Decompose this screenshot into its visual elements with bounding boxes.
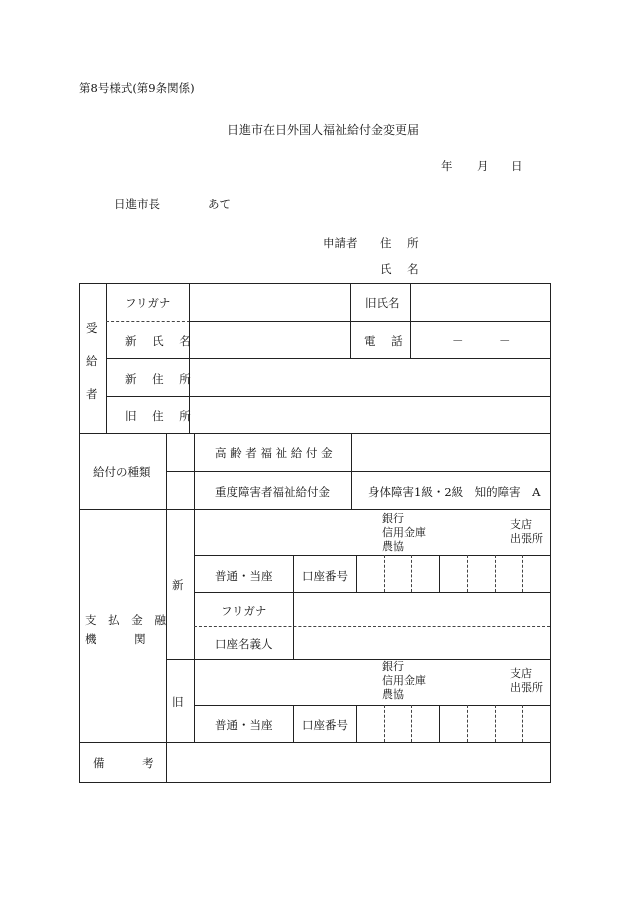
disabled-benefit-label: 重度障害者福祉給付金 (215, 485, 330, 499)
addressee-mayor: 日進市長 (114, 197, 160, 211)
old-bank-types (382, 660, 426, 702)
form-number: 第8号様式(第9条関係) (79, 81, 195, 95)
old-branch-types (510, 667, 543, 695)
old-account-number-field[interactable] (357, 706, 550, 742)
furigana-label: フリガナ (125, 296, 171, 310)
new-name-field[interactable] (190, 322, 350, 358)
old-address-label: 旧 住 所 (125, 409, 197, 423)
old-name-field[interactable] (411, 284, 550, 321)
benefit-type-label: 給付の種類 (93, 465, 151, 479)
disabled-condition: 身体障害1級・2級 知的障害 A (368, 485, 541, 499)
phone-separator-2: － (499, 334, 511, 348)
new-branch-types (510, 518, 543, 546)
recipient-section-label-2: 給 (86, 354, 98, 368)
applicant-name-label: 氏 名 (380, 262, 425, 276)
recipient-section-label-3: 者 (86, 387, 98, 401)
old-name-label: 旧氏名 (365, 296, 400, 310)
new-bank-types (382, 512, 426, 554)
phone-field[interactable] (411, 322, 550, 358)
new-name-label: 新 氏 名 (125, 334, 197, 348)
branch-type-branch: 支店 (510, 667, 532, 680)
date-month-label: 月 (477, 159, 489, 173)
new-furigana-label: フリガナ (221, 604, 267, 618)
new-account-number-label: 口座番号 (302, 569, 348, 583)
new-account-holder-field[interactable] (294, 627, 550, 659)
branch-type-branch: 支店 (510, 518, 532, 531)
grid-line (293, 705, 294, 743)
bank-type-bank: 銀行 (382, 660, 404, 673)
grid-line (166, 471, 551, 472)
bank-type-agri-coop: 農協 (382, 540, 404, 553)
bank-type-bank: 銀行 (382, 512, 404, 525)
new-bank-name-field[interactable] (195, 510, 375, 555)
payment-section-label-line2: 機 関 (85, 632, 146, 646)
phone-separator-1: － (452, 334, 464, 348)
new-address-label: 新 住 所 (125, 372, 197, 386)
grid-line (293, 555, 294, 593)
new-account-holder-label: 口座名義人 (215, 637, 273, 651)
addressee-suffix: あて (208, 197, 231, 211)
new-address-field[interactable] (190, 359, 550, 396)
grid-line (79, 433, 551, 434)
table-border-bottom (79, 782, 551, 783)
new-account-number-field[interactable] (357, 556, 550, 592)
bank-type-credit-union: 信用金庫 (382, 526, 426, 539)
recipient-section-label-1: 受 (86, 321, 98, 335)
furigana-field[interactable] (190, 284, 350, 321)
elderly-checkbox[interactable] (167, 434, 194, 471)
grid-line (106, 321, 190, 322)
old-bank-name-field[interactable] (195, 660, 375, 705)
table-border-left (79, 283, 80, 783)
branch-type-office: 出張所 (510, 532, 543, 545)
page-title: 日進市在日外国人福祉給付金変更届 (227, 123, 420, 137)
new-label: 新 (172, 578, 184, 592)
remarks-field[interactable] (167, 743, 550, 782)
phone-label: 電 話 (364, 334, 409, 348)
new-furigana-field[interactable] (294, 593, 550, 626)
payment-section-label-line1: 支 払 金 融 (85, 613, 170, 627)
old-address-field[interactable] (190, 397, 550, 433)
disabled-checkbox[interactable] (167, 472, 194, 509)
branch-type-office: 出張所 (510, 681, 543, 694)
old-label: 旧 (172, 695, 184, 709)
date-day-label: 日 (511, 159, 523, 173)
applicant-address-label: 住 所 (380, 236, 425, 250)
old-account-type: 普通・当座 (215, 718, 273, 732)
applicant-label: 申請者 (323, 236, 358, 250)
remarks-label: 備 考 (93, 756, 154, 770)
bank-type-agri-coop: 農協 (382, 688, 404, 701)
bank-type-credit-union: 信用金庫 (382, 674, 426, 687)
elderly-benefit-label: 高 齢 者 福 祉 給 付 金 (215, 446, 333, 460)
old-account-number-label: 口座番号 (302, 718, 348, 732)
new-account-type: 普通・当座 (215, 569, 273, 583)
date-year-label: 年 (441, 159, 453, 173)
